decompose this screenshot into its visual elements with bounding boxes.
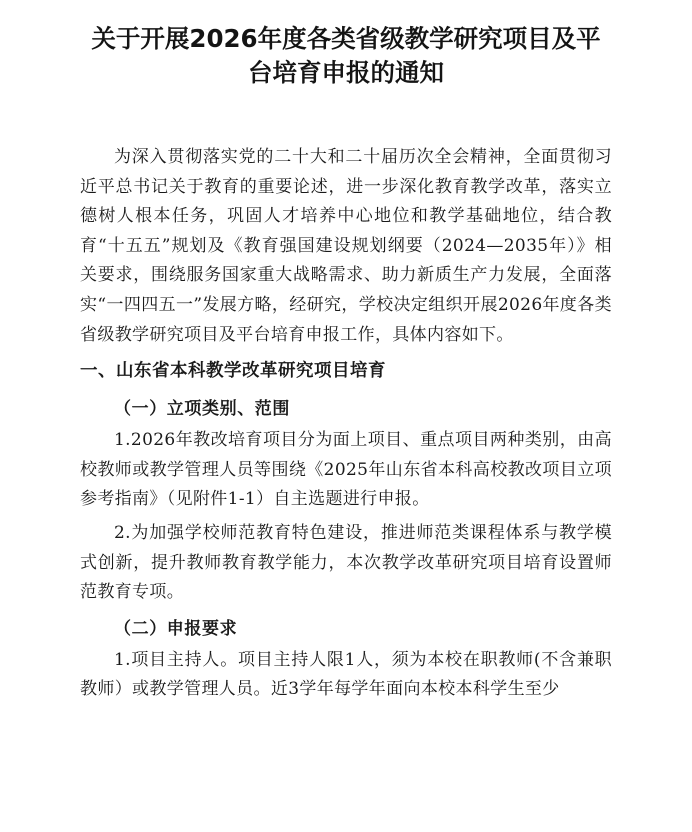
section-1-sub-1-item-1: 1.2026年教改培育项目分为面上项目、重点项目两种类别，由高校教师或教学管理人员等围绕《2025年山东省本科高校教改项目立项参考指南》（见附件1-1）自主选题进行申报。 [80, 430, 612, 510]
document-title [80, 22, 612, 90]
title-line-1: 关于开展2026年度各类省级教学研究项目及平 [91, 24, 601, 53]
title-line-2: 台培育申报的通知 [248, 58, 444, 87]
document-body [80, 143, 612, 705]
section-1-sub-2-heading: （二）申报要求 [114, 618, 238, 639]
section-1-sub-2-item-1: 1.项目主持人。项目主持人限1人，须为本校在职教师(不含兼职教师）或教学管理人员。近3学年每学年面向本校本科学生至少 [80, 649, 612, 700]
section-1-sub-1-item-2: 2.为加强学校师范教育特色建设，推进师范类课程体系与教学模式创新，提升教师教育教学能力，本次教学改革研究项目培育设置师范教育专项。 [80, 522, 612, 603]
section-1-heading: 一、山东省本科教学改革研究项目培育 [80, 361, 386, 382]
intro-paragraph: 为深入贯彻落实党的二十大和二十届历次全会精神，全面贯彻习近平总书记关于教育的重要论述，进一步深化教育教学改革，落实立德树人根本任务，巩固人才培养中心地位和教学基础地位，结合教育“十五五”规划及《教育强国建设规划纲要（2024—2035年）》相关要求，围绕服务国家重大战略需求、助力新质生产力发展，全面落实“一四四五一”发展方略，经研究，学校决定组织开展2026年度各类省级教学研究项目及平台培育申报工作，具体内容如下。 [80, 147, 612, 345]
section-1-sub-1-heading: （一）立项类别、范围 [114, 399, 290, 420]
